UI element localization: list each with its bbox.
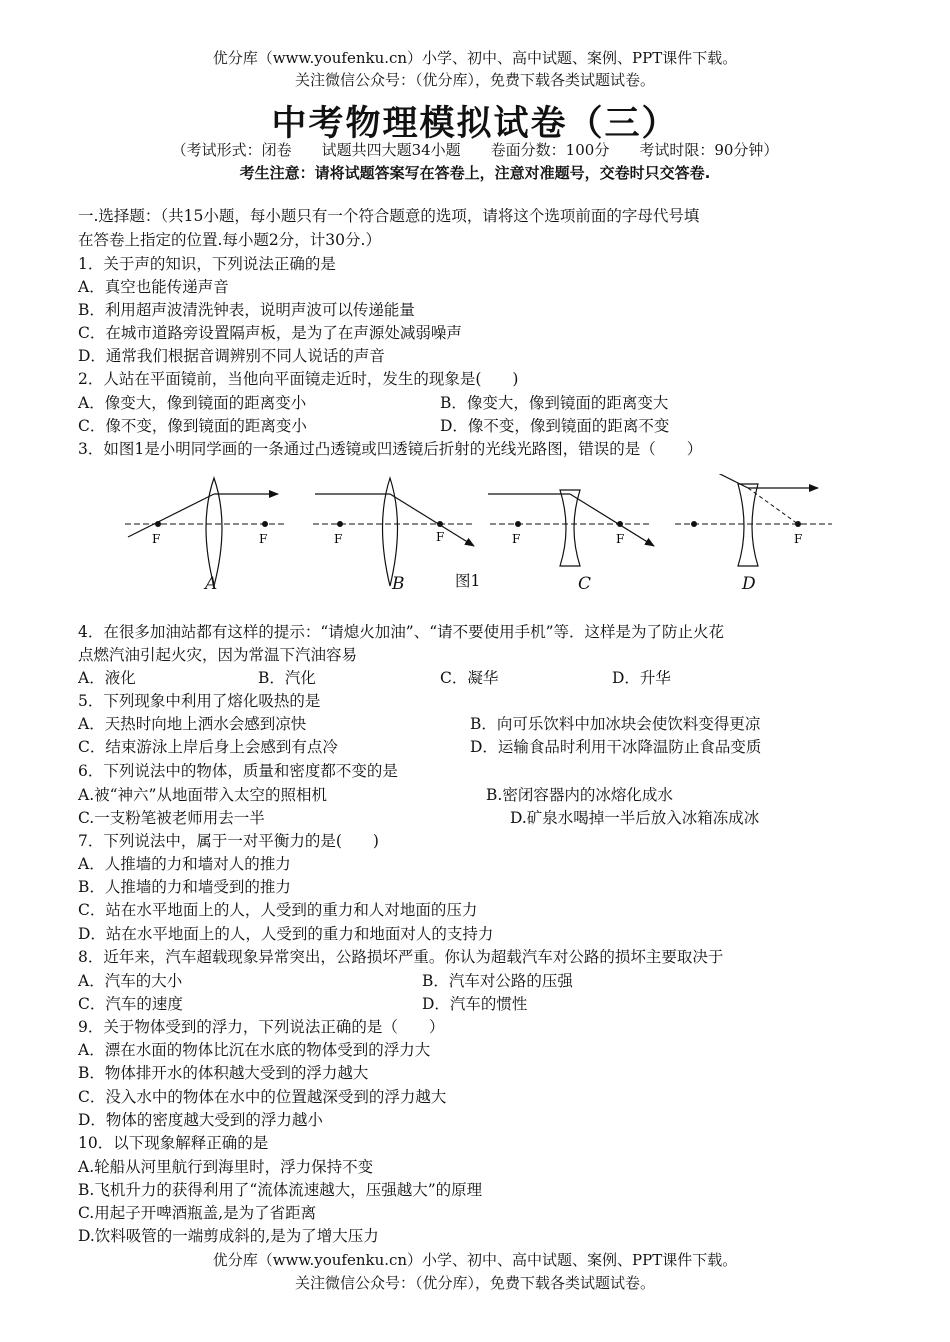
site-header-line1: 优分库（www.youfenku.cn）小学、初中、高中试题、案例、PPT课件下载。 (212, 49, 738, 67)
q2-option-b: B．像变大，像到镜面的距离变大 (440, 394, 669, 412)
q4-stem-line2: 点燃汽油引起火灾，因为常温下汽油容易 (78, 646, 358, 664)
figure-label-b: B (392, 574, 405, 594)
diagram-a (125, 478, 285, 586)
site-footer-line2: 关注微信公众号：（优分库），免费下载各类试题试卷。 (294, 1274, 655, 1292)
q8-option-b: B．汽车对公路的压强 (422, 972, 573, 990)
focus-label-a-right: F (259, 532, 268, 546)
q6-stem: 6．下列说法中的物体，质量和密度都不变的是 (78, 762, 398, 780)
q1-option-a: A．真空也能传递声音 (78, 278, 229, 296)
incident-ray-d (708, 474, 748, 488)
focus-label-a-left: F (152, 532, 161, 546)
exam-meta: （考试形式：闭卷 试题共四大题34小题 卷面分数：100分 考试时限：90分钟） (171, 141, 779, 159)
focus-point-a-right (262, 521, 268, 527)
focus-point-b-left (337, 521, 343, 527)
site-header-line2: 关注微信公众号：（优分库），免费下载各类试题试卷。 (294, 71, 655, 89)
figure-caption: 图1 (455, 572, 481, 590)
q8-stem: 8．近年来，汽车超载现象异常突出，公路损坏严重。你认为超载汽车对公路的损坏主要取决于 (78, 948, 724, 966)
q8-option-c: C．汽车的速度 (78, 995, 183, 1013)
focus-label-b-left: F (334, 532, 343, 546)
q7-option-b: B．人推墙的力和墙受到的推力 (78, 878, 291, 896)
incident-ray-a (128, 494, 214, 537)
section1-intro2: 在答卷上指定的位置.每小题2分，计30分.） (78, 231, 381, 249)
refracted-ray-b (390, 494, 474, 546)
q1-option-b: B．利用超声波清洗钟表，说明声波可以传递能量 (78, 301, 415, 319)
q9-option-c: C．没入水中的物体在水中的位置越深受到的浮力越大 (78, 1088, 447, 1106)
focus-label-c-right: F (616, 532, 625, 546)
q2-option-a: A．像变大，像到镜面的距离变小 (78, 394, 307, 412)
focus-point-c-left (515, 521, 521, 527)
q2-stem: 2．人站在平面镜前，当他向平面镜走近时，发生的现象是( ) (78, 370, 519, 388)
q7-option-a: A．人推墙的力和墙对人的推力 (78, 855, 291, 873)
q1-option-c: C．在城市道路旁设置隔声板，是为了在声源处减弱噪声 (78, 324, 462, 342)
exam-notice: 考生注意：请将试题答案写在答卷上，注意对准题号，交卷时只交答卷. (239, 164, 711, 182)
q4-option-b: B．汽化 (258, 669, 316, 687)
figure-label-c: C (578, 574, 592, 594)
q5-option-a: A．天热时向地上洒水会感到凉快 (78, 715, 307, 733)
diagram-b (313, 478, 474, 586)
q4-option-d: D．升华 (612, 669, 671, 687)
q10-option-b: B.飞机升力的获得利用了“流体流速越大，压强越大”的原理 (78, 1181, 483, 1199)
q10-option-a: A.轮船从河里航行到海里时，浮力保持不变 (78, 1158, 374, 1176)
q8-option-a: A．汽车的大小 (78, 972, 183, 990)
q7-stem: 7．下列说法中，属于一对平衡力的是( ) (78, 832, 379, 850)
q3-stem: 3．如图1是小明同学画的一条通过凸透镜或凹透镜后折射的光线光路图，错误的是（ ） (78, 440, 703, 458)
extended-ray-d (748, 488, 798, 524)
figure-label-a: A (205, 574, 218, 594)
q6-option-b: B.密闭容器内的冰熔化成水 (486, 786, 673, 804)
focus-label-d-right: F (794, 532, 803, 546)
q5-stem: 5．下列现象中利用了熔化吸热的是 (78, 692, 321, 710)
q9-stem: 9．关于物体受到的浮力，下列说法正确的是（ ） (78, 1018, 445, 1036)
q7-option-c: C．站在水平地面上的人，人受到的重力和人对地面的压力 (78, 901, 478, 919)
q4-option-c: C．凝华 (440, 669, 499, 687)
diagram-c (488, 490, 654, 566)
q6-option-a: A.被“神六”从地面带入太空的照相机 (78, 786, 327, 804)
section1-intro1: 一.选择题：（共15小题，每小题只有一个符合题意的选项，请将这个选项前面的字母代号填 (78, 207, 700, 225)
q5-option-d: D．运输食品时利用干冰降温防止食品变质 (470, 738, 762, 756)
q4-option-a: A．液化 (78, 669, 136, 687)
concave-lens-d (738, 484, 758, 566)
exam-title: 中考物理模拟试卷（三） (271, 104, 679, 144)
focus-label-b-right: F (436, 530, 445, 544)
concave-lens-c (560, 490, 580, 566)
q5-option-b: B．向可乐饮料中加冰块会使饮料变得更凉 (470, 715, 761, 733)
q9-option-b: B．物体排开水的体积越大受到的浮力越大 (78, 1064, 369, 1082)
figure-label-d: D (742, 574, 756, 594)
q1-option-d: D．通常我们根据音调辨别不同人说话的声音 (78, 347, 385, 365)
q8-option-d: D．汽车的惯性 (422, 995, 528, 1013)
q10-option-c: C.用起子开啤酒瓶盖,是为了省距离 (78, 1204, 317, 1222)
q2-option-c: C．像不变，像到镜面的距离变小 (78, 417, 307, 435)
q6-option-c: C.一支粉笔被老师用去一半 (78, 809, 265, 827)
q9-option-d: D．物体的密度越大受到的浮力越小 (78, 1111, 323, 1129)
q10-option-d: D.饮料吸管的一端剪成斜的,是为了增大压力 (78, 1227, 379, 1245)
q5-option-c: C．结束游泳上岸后身上会感到有点冷 (78, 738, 338, 756)
site-footer-line1: 优分库（www.youfenku.cn）小学、初中、高中试题、案例、PPT课件下载。 (212, 1251, 738, 1269)
q4-stem-line1: 4．在很多加油站都有这样的提示：“请熄火加油”、“请不要使用手机”等．这样是为了防止火花 (78, 623, 725, 641)
q6-option-d: D.矿泉水喝掉一半后放入冰箱冻成冰 (510, 809, 760, 827)
q2-option-d: D．像不变，像到镜面的距离不变 (440, 417, 670, 435)
refracted-ray-c (570, 494, 654, 546)
q1-stem: 1．关于声的知识，下列说法正确的是 (78, 255, 336, 273)
focus-point-d-left (691, 521, 697, 527)
q7-option-d: D．站在水平地面上的人，人受到的重力和地面对人的支持力 (78, 925, 494, 943)
q9-option-a: A．漂在水面的物体比沉在水底的物体受到的浮力大 (78, 1041, 431, 1059)
q10-stem: 10．以下现象解释正确的是 (78, 1134, 269, 1152)
diagram-d (675, 474, 832, 566)
focus-label-c-left: F (512, 532, 521, 546)
